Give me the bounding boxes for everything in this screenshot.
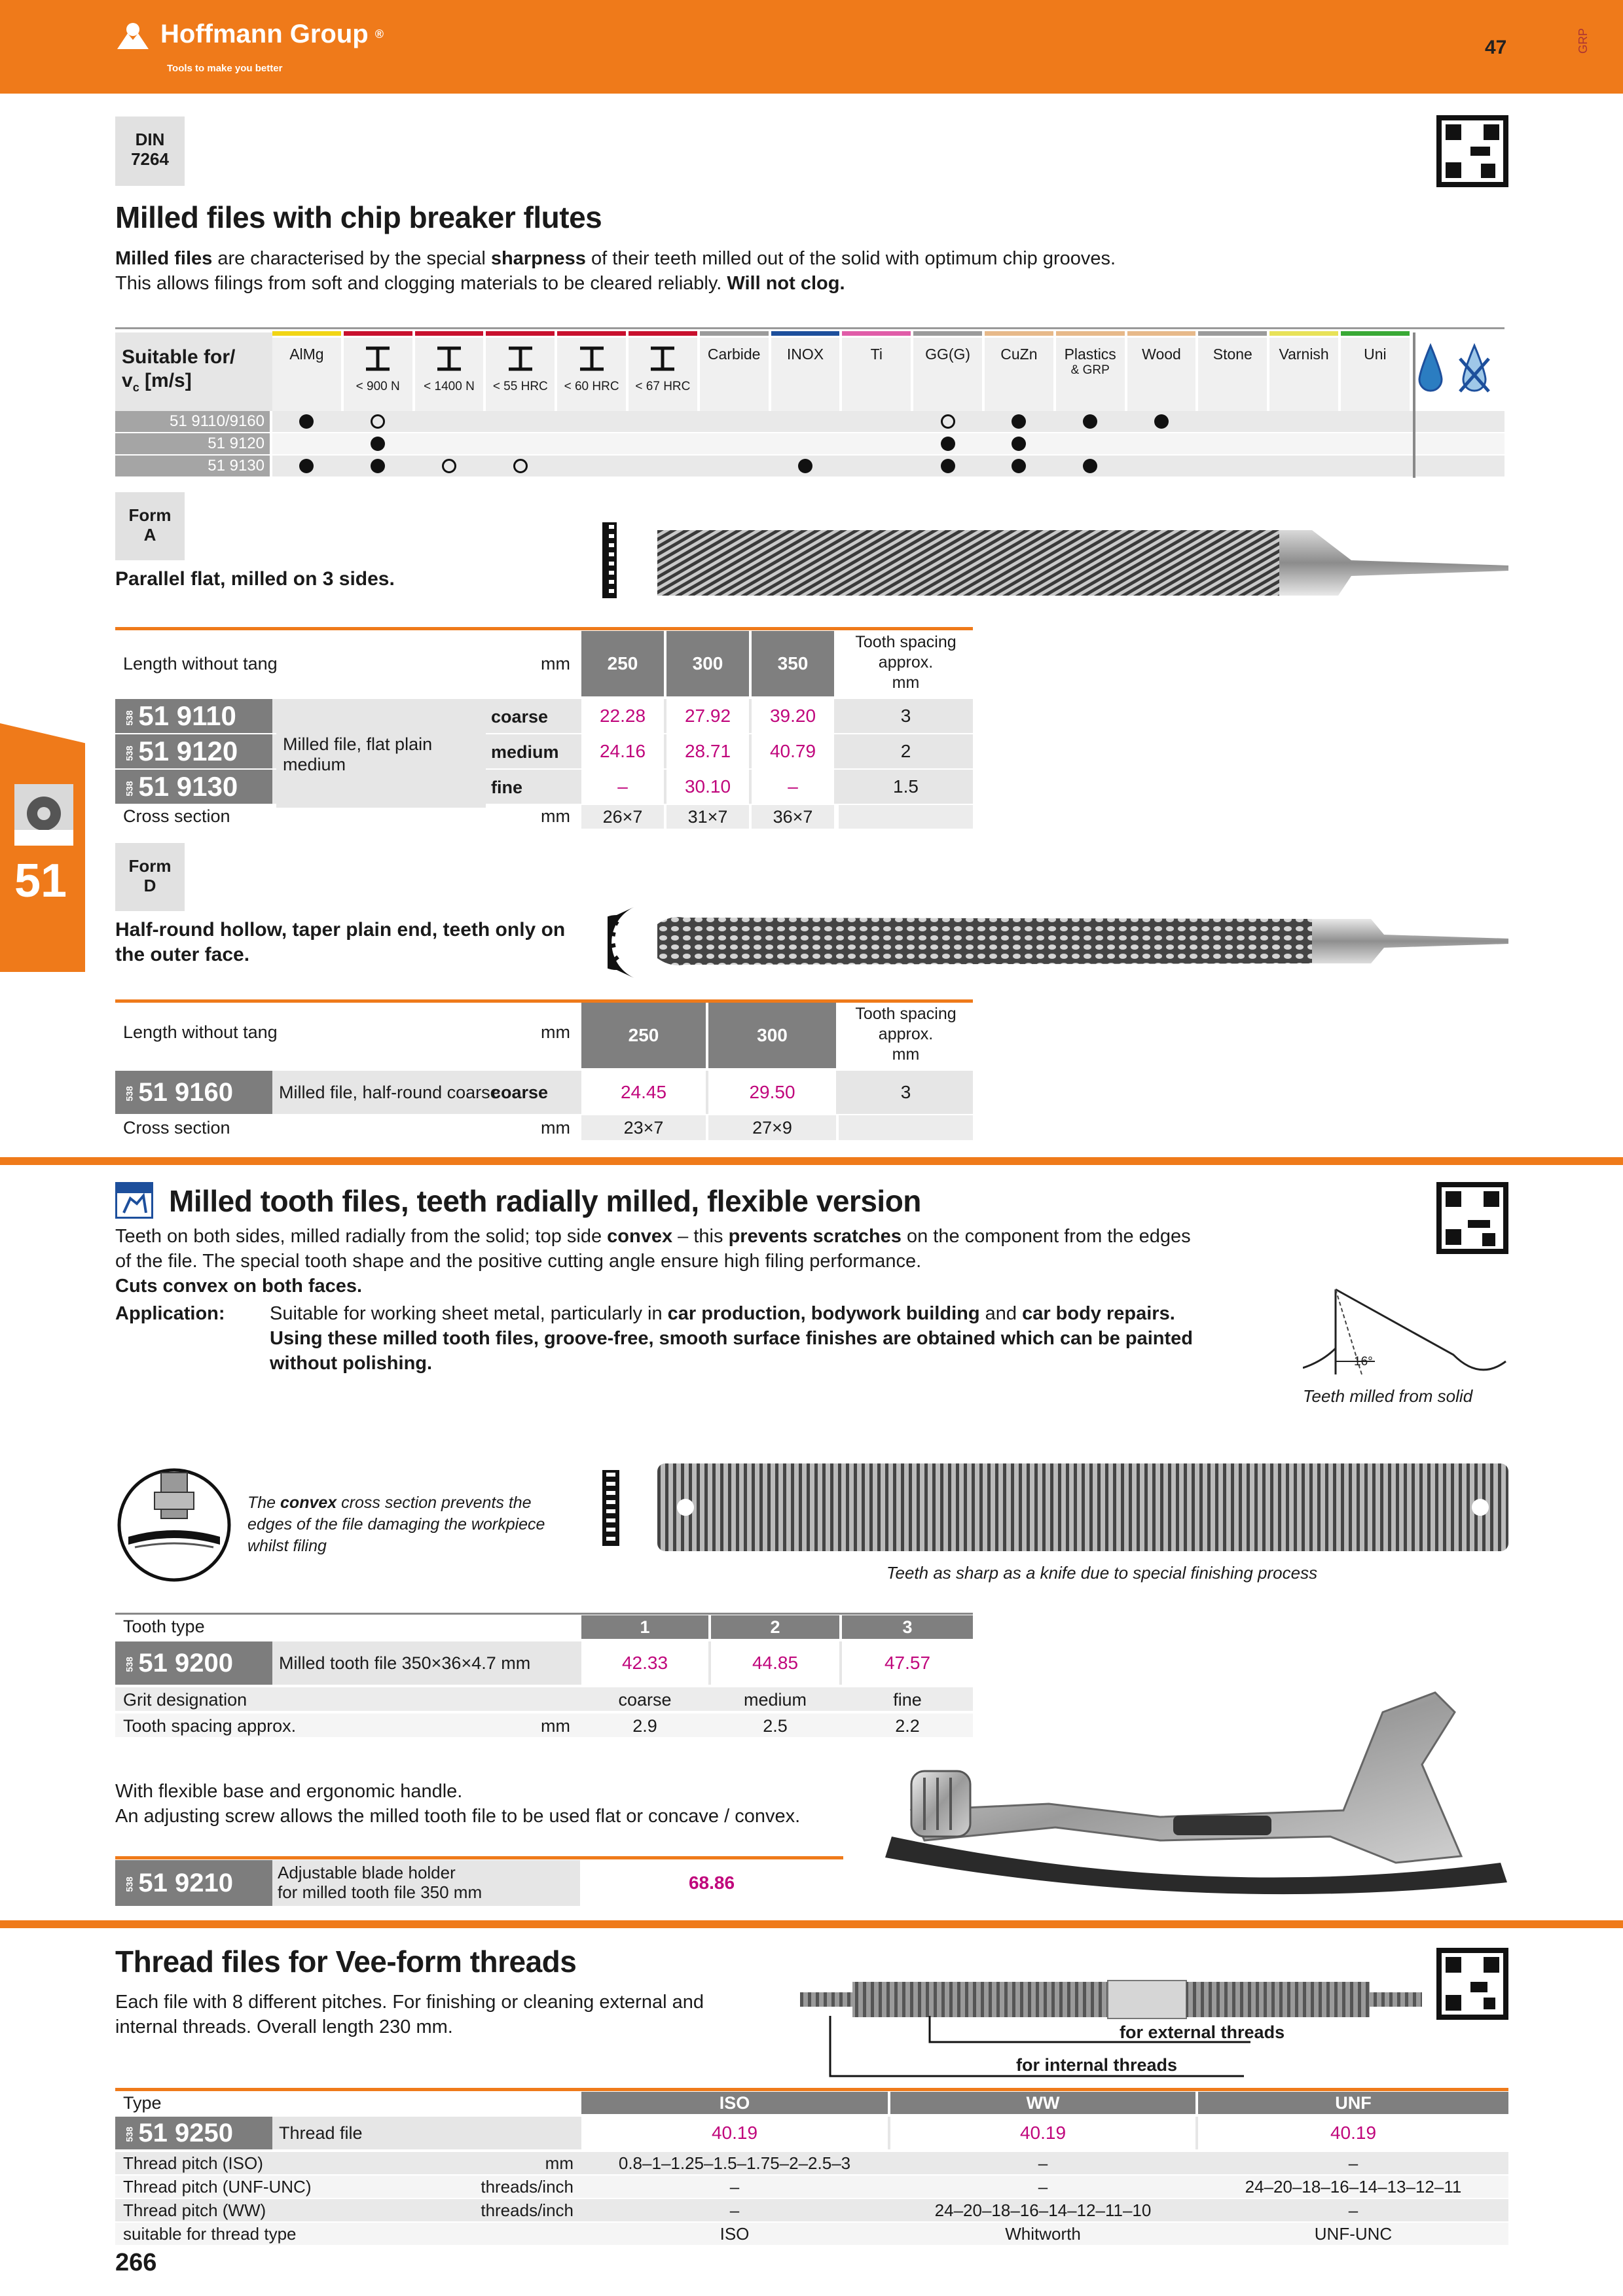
chapter-tab xyxy=(0,723,85,972)
cross-section-value: 36×7 xyxy=(752,805,834,829)
material-column-15 xyxy=(1341,338,1410,411)
no-coolant-icon xyxy=(1455,339,1494,401)
spacing-3: 2.2 xyxy=(895,1716,920,1736)
table-d-cross-tooth xyxy=(839,1115,973,1140)
table-d-cross-unit: mm xyxy=(541,1118,570,1138)
brand-reg: ® xyxy=(374,27,384,41)
thread-spec-value: 24–20–18–16–14–13–12–11 xyxy=(1245,2177,1462,2197)
steel-beam-icon xyxy=(344,346,412,374)
suitable-label: Suitable for/ $v_c$ [m/s] xyxy=(115,332,272,411)
material-color-bar xyxy=(486,331,555,336)
material-label: Carbide xyxy=(707,346,761,363)
type-unf: UNF xyxy=(1198,2092,1508,2114)
table-a-length-label: Length without tang xyxy=(123,653,278,673)
table-a-tooth-head: Tooth spacing approx. mm xyxy=(855,633,957,692)
material-color-bar xyxy=(272,331,341,336)
application-label: Application: xyxy=(115,1303,225,1324)
suitable-ring xyxy=(941,414,955,429)
din-badge xyxy=(115,117,185,186)
material-color-bar xyxy=(1127,331,1196,336)
table-a-tooth: 3 xyxy=(900,706,911,726)
thread-spec-label: Thread pitch (WW) xyxy=(123,2200,266,2220)
table3-rule xyxy=(115,2088,1508,2091)
material-color-bar xyxy=(1269,331,1338,336)
angle-label: 16° xyxy=(1354,1355,1373,1369)
price-type-1: 42.33 xyxy=(581,1641,708,1685)
form-d-cross-section-icon xyxy=(608,905,640,984)
spacing-1: 2.9 xyxy=(632,1716,657,1736)
table-d-tooth: 3 xyxy=(900,1082,911,1102)
material-label: Wood xyxy=(1142,346,1181,363)
thread-spec-value: UNF-UNC xyxy=(1314,2224,1393,2244)
table-a-grade: fine xyxy=(491,778,523,797)
price-type-2: 44.85 xyxy=(711,1641,839,1685)
table-d-article[interactable]: 538 51 9160 xyxy=(115,1071,272,1114)
chapter-icon xyxy=(14,784,73,846)
grit-label: Grit designation xyxy=(123,1690,247,1710)
thread-spec-label: suitable for thread type xyxy=(123,2224,297,2244)
thread-spec-value: – xyxy=(1038,2177,1048,2197)
material-label: CuZn xyxy=(1000,346,1038,363)
header-code: GRP xyxy=(1577,27,1590,54)
table-a-price: 24.16 xyxy=(581,734,664,768)
price-type-3: 47.57 xyxy=(842,1641,973,1685)
type-label: Type xyxy=(123,2093,162,2113)
material-color-bar xyxy=(415,331,484,336)
half-round-file-image xyxy=(657,915,1515,967)
din-label: DIN xyxy=(135,130,165,149)
blade-holder-image xyxy=(885,1686,1514,1899)
material-label: Stone xyxy=(1213,346,1252,363)
suitable-dot xyxy=(941,437,955,451)
table-a-price: 27.92 xyxy=(666,699,749,733)
table-a-price: 40.79 xyxy=(752,734,834,768)
table-9200-desc: Milled tooth file 350×36×4.7 mm xyxy=(279,1653,531,1673)
thread-article[interactable]: 538 51 9250 xyxy=(115,2117,272,2149)
table-a-rule xyxy=(115,627,973,630)
table-a-size-350: 350 xyxy=(752,631,834,696)
table-d-cross-label: Cross section xyxy=(123,1118,230,1138)
material-column-3 xyxy=(486,338,555,411)
form-a-cross-section-icon xyxy=(602,522,617,598)
table-a-size-250: 250 xyxy=(581,631,664,696)
thread-spec-value: ISO xyxy=(720,2224,750,2244)
section3-title: Thread files for Vee-form threads xyxy=(115,1945,577,1979)
table-a-grade: coarse xyxy=(491,707,549,726)
material-column-1 xyxy=(344,338,412,411)
cross-section-value: 31×7 xyxy=(666,805,749,829)
table-a-price: 22.28 xyxy=(581,699,664,733)
thread-spec-value: – xyxy=(1348,2200,1359,2220)
thread-spec-value: – xyxy=(1348,2153,1359,2173)
internal-threads-label: for internal threads xyxy=(1016,2055,1178,2075)
material-column-13 xyxy=(1198,338,1267,411)
holder-article[interactable]: 538 51 9210 xyxy=(115,1860,272,1906)
material-column-2 xyxy=(415,338,484,411)
suitability-row-label: 51 9130 xyxy=(115,456,270,476)
suitable-dot xyxy=(941,459,955,473)
teeth-caption: Teeth milled from solid xyxy=(1303,1386,1473,1406)
table-d-price-300: 29.50 xyxy=(708,1071,836,1114)
section3-intro: Each file with 8 different pitches. For finishing or cleaning external and internal threads. Overall length 230 mm. xyxy=(115,1992,704,2037)
table-a xyxy=(115,631,973,827)
material-column-4 xyxy=(557,338,626,411)
material-color-bar xyxy=(629,331,697,336)
material-column-7 xyxy=(771,338,840,411)
cross-section-unit: mm xyxy=(541,806,570,826)
form-a-badge: Form A xyxy=(115,492,185,560)
material-label: < 67 HRC xyxy=(635,380,691,393)
convex-caption: The convex cross section prevents the edges of the file damaging the workpiece whilst filing xyxy=(247,1494,545,1555)
material-color-bar xyxy=(985,331,1053,336)
table-d-cross-300: 27×9 xyxy=(708,1115,836,1140)
cross-section-label: Cross section xyxy=(123,806,230,826)
table-a-size-300: 300 xyxy=(666,631,749,696)
suitability-row xyxy=(272,411,1504,432)
holder-price: 68.86 xyxy=(580,1860,843,1906)
thread-spec-value: 0.8–1–1.25–1.5–1.75–2–2.5–3 xyxy=(618,2153,851,2173)
suitability-row xyxy=(272,433,1504,454)
form-a-desc: Parallel flat, milled on 3 sides. xyxy=(115,568,395,590)
tooth-type-1: 1 xyxy=(581,1615,708,1639)
matrix-divider xyxy=(1413,332,1415,478)
matrix-top-rule xyxy=(115,327,1504,329)
grit-2: medium xyxy=(743,1690,807,1710)
table2-rule xyxy=(115,1613,973,1615)
table-d xyxy=(115,1003,973,1144)
material-color-bar xyxy=(557,331,626,336)
thread-spec-value: – xyxy=(729,2200,740,2220)
steel-beam-icon xyxy=(415,346,484,374)
milled-tooth-cross-section-icon xyxy=(602,1470,619,1546)
material-color-bar xyxy=(1198,331,1267,336)
material-label: < 900 N xyxy=(356,380,400,393)
material-label: AlMg xyxy=(289,346,324,363)
milled-tooth-file-image xyxy=(657,1463,1508,1551)
table-d-unit: mm xyxy=(541,1022,570,1042)
material-color-bar xyxy=(842,331,911,336)
knife-caption: Teeth as sharp as a knife due to special finishing process xyxy=(886,1563,1318,1583)
price-iso: 40.19 xyxy=(581,2117,888,2149)
thread-spec-unit: mm xyxy=(545,2153,574,2173)
suitable-dot xyxy=(798,459,812,473)
table-d-desc: Milled file, half-round coarse xyxy=(279,1083,500,1102)
material-column-6 xyxy=(700,338,769,411)
brand-logo xyxy=(115,20,384,49)
material-color-bar xyxy=(913,331,982,336)
table-9200 xyxy=(115,1615,973,1740)
external-threads-label: for external threads xyxy=(1120,2022,1285,2042)
steel-beam-icon xyxy=(486,346,555,374)
material-sublabel: & GRP xyxy=(1070,363,1110,377)
material-label: Plastics xyxy=(1064,346,1116,363)
table-a-price: 39.20 xyxy=(752,699,834,733)
material-column-10 xyxy=(985,338,1053,411)
coolant-icon xyxy=(1414,339,1447,401)
suitable-ring xyxy=(513,459,528,473)
table-a-price: – xyxy=(752,770,834,804)
material-color-bar xyxy=(700,331,769,336)
table-a-unit: mm xyxy=(541,653,570,673)
grit-1: coarse xyxy=(618,1690,672,1710)
form-d-desc: Half-round hollow, taper plain end, teeth only on the outer face. xyxy=(115,919,566,965)
thread-spec-value: – xyxy=(729,2177,740,2197)
steel-beam-icon xyxy=(629,346,697,374)
section2-intro: Teeth on both sides, milled radially from the solid; top side convex – this prevents scratches on the component from the edges of the file. The special tooth shape and the positive cutting angle ensure high filing performance. Cuts convex on both faces. xyxy=(115,1226,1191,1297)
table-d-size-300: 300 xyxy=(708,1003,836,1068)
file-hole-right xyxy=(1472,1499,1489,1516)
chapter-number: 51 xyxy=(14,855,67,907)
flat-file-image xyxy=(657,530,1515,596)
material-label: Ti xyxy=(870,346,883,363)
price-ww: 40.19 xyxy=(890,2117,1195,2149)
thread-spec-unit: threads/inch xyxy=(481,2177,574,2197)
thread-spec-value: 24–20–18–16–14–12–11–10 xyxy=(934,2200,1152,2220)
tooth-profile-diagram xyxy=(1303,1283,1512,1384)
material-color-bar xyxy=(771,331,840,336)
thread-spec-value: Whitworth xyxy=(1005,2224,1081,2244)
thread-spec-label: Thread pitch (ISO) xyxy=(123,2153,263,2173)
material-label: < 1400 N xyxy=(424,380,475,393)
table-a-tooth: 2 xyxy=(900,741,911,761)
material-column-5 xyxy=(629,338,697,411)
material-column-11 xyxy=(1056,338,1125,411)
application-text: Suitable for working sheet metal, particularly in car production, bodywork building and car body repairs. Using these milled tooth files, groove-free, smooth surface finishes are obtained which can be painted without polishing. xyxy=(270,1303,1193,1374)
suitability-row xyxy=(272,456,1504,476)
suitability-row-label: 51 9110/9160 xyxy=(115,411,270,432)
table-a-desc: Milled file, flat plain medium xyxy=(276,702,486,808)
material-label: INOX xyxy=(786,346,824,363)
tooth-type-label: Tooth type xyxy=(123,1617,205,1636)
table-a-article[interactable]: 538 51 9110 xyxy=(115,699,272,733)
table-d-tooth-head: Tooth spacing approx. mm xyxy=(855,1005,957,1064)
table-a-price: 30.10 xyxy=(666,770,749,804)
material-label: Uni xyxy=(1364,346,1387,363)
material-column-9 xyxy=(913,338,982,411)
thread-spec-unit: threads/inch xyxy=(481,2200,574,2220)
brand-tagline: Tools to make you better xyxy=(167,63,283,74)
table-d-length-label: Length without tang xyxy=(123,1022,278,1042)
type-ww: WW xyxy=(890,2092,1195,2114)
type-iso: ISO xyxy=(581,2092,888,2114)
tooth-type-2: 2 xyxy=(711,1615,839,1639)
material-label: GG(G) xyxy=(925,346,971,363)
table-9200-article[interactable]: 538 51 9200 xyxy=(115,1641,272,1685)
table-a-article[interactable]: 538 51 9130 xyxy=(115,770,272,804)
suitability-row-label: 51 9120 xyxy=(115,433,270,454)
spacing-unit: mm xyxy=(541,1716,570,1736)
material-column-12 xyxy=(1127,338,1196,411)
material-color-bar xyxy=(344,331,412,336)
material-column-8 xyxy=(842,338,911,411)
table-a-article[interactable]: 538 51 9120 xyxy=(115,734,272,768)
qr-code-3[interactable] xyxy=(1436,1948,1508,2020)
material-color-bar xyxy=(1341,331,1410,336)
suitable-dot xyxy=(1154,414,1169,429)
table-d-cross-250: 23×7 xyxy=(581,1115,706,1140)
holder-rule xyxy=(115,1856,843,1859)
qr-code-2[interactable] xyxy=(1436,1182,1508,1254)
material-label: < 60 HRC xyxy=(564,380,619,393)
material-label: Varnish xyxy=(1279,346,1329,363)
convex-cross-section-diagram xyxy=(115,1466,233,1587)
table-a-grade: medium xyxy=(491,742,559,762)
section3-divider xyxy=(0,1920,1623,1928)
table-d-grade: coarse xyxy=(491,1083,549,1102)
table-a-cross-row xyxy=(115,805,973,829)
section1-intro: Milled files are characterised by the special sharpness of their teeth milled out of the solid with optimum chip grooves. This allows filings from soft and clogging materials to be cleared reliably. Will not clog. xyxy=(115,248,1116,294)
material-label: < 55 HRC xyxy=(492,380,548,393)
thread-spec-value: – xyxy=(1038,2153,1048,2173)
material-column-14 xyxy=(1269,338,1338,411)
holder-intro: With flexible base and ergonomic handle. An adjusting screw allows the milled tooth file to be used flat or concave / convex. xyxy=(115,1781,801,1827)
section1-title: Milled files with chip breaker flutes xyxy=(115,200,602,234)
material-column-0 xyxy=(272,338,341,411)
cross-section-blank xyxy=(839,805,973,829)
table-a-price: – xyxy=(581,770,664,804)
din-number: 7264 xyxy=(131,149,169,169)
spacing-label: Tooth spacing approx. xyxy=(123,1716,297,1736)
spacing-2: 2.5 xyxy=(763,1716,788,1736)
file-hole-left xyxy=(677,1499,694,1516)
thread-table xyxy=(115,2092,1508,2249)
table-d-price-250: 24.45 xyxy=(581,1071,706,1114)
thread-spec-label: Thread pitch (UNF-UNC) xyxy=(123,2177,312,2197)
table-a-price: 28.71 xyxy=(666,734,749,768)
material-color-bar xyxy=(1056,331,1125,336)
thread-desc: Thread file xyxy=(279,2123,363,2143)
qr-code-1[interactable] xyxy=(1436,115,1508,187)
table-a-tooth: 1.5 xyxy=(893,776,919,797)
section2-divider xyxy=(0,1157,1623,1165)
pferd-brand-icon xyxy=(115,1182,153,1219)
suitable-ring xyxy=(442,459,456,473)
footer-page-number: 266 xyxy=(115,2249,157,2276)
brand-name: Hoffmann Group xyxy=(160,20,369,48)
table-d-size-250: 250 xyxy=(581,1003,706,1068)
form-d-badge: Form D xyxy=(115,843,185,911)
cross-section-value: 26×7 xyxy=(581,805,664,829)
header-page-number: 47 xyxy=(1485,37,1507,58)
grit-3: fine xyxy=(893,1690,922,1710)
tooth-type-3: 3 xyxy=(842,1615,973,1639)
holder-desc: Adjustable blade holder for milled tooth file 350 mm xyxy=(278,1863,483,1902)
section2-title: Milled tooth files, teeth radially milled, flexible version xyxy=(169,1184,921,1218)
hoffmann-logo-icon xyxy=(115,20,154,49)
price-unf: 40.19 xyxy=(1198,2117,1508,2149)
steel-beam-icon xyxy=(557,346,626,374)
